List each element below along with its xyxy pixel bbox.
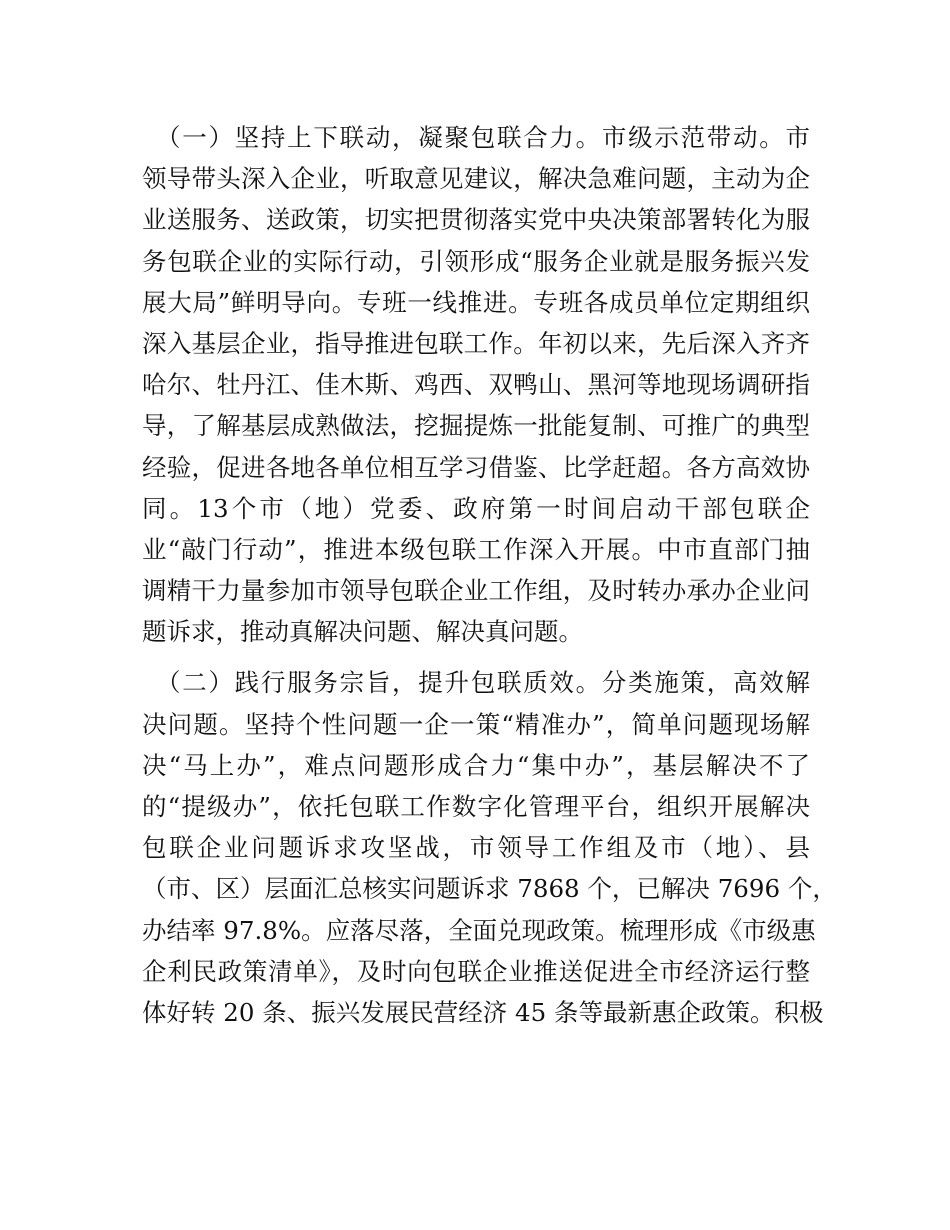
text-line: 的“提级办”，依托包联工作数字化管理平台，组织开展解决 [142, 792, 810, 821]
paragraph-2 [142, 662, 837, 1033]
text-line: 决“马上办”，难点问题形成合力“集中办”，基层解决不了 [142, 750, 810, 780]
text-line: 业送服务、送政策，切实把贯彻落实党中央决策部署转化为服 [142, 205, 810, 235]
text-line: 同。13个市（地）党委、政府第一时间启动干部包联企 [142, 493, 810, 523]
text-line: 领导带头深入企业，听取意见建议，解决急难问题，主动为企 [142, 164, 810, 194]
text-line: 企利民政策清单》，及时向包联企业推送促进全市经济运行整 [142, 956, 810, 986]
text-line: 经验，促进各地各单位相互学习借鉴、比学赶超。各方高效协 [142, 452, 810, 482]
text-line: 深入基层企业，指导推进包联工作。年初以来，先后深入齐齐 [142, 328, 810, 358]
text-line: 导，了解基层成熟做法，挖掘提炼一批能复制、可推广的典型 [142, 411, 810, 441]
paragraph-gap [142, 652, 810, 662]
text-line: （市、区）层面汇总核实问题诉求 7868 个，已解决 7696 个， [142, 874, 837, 904]
text-line: 业“敲门行动”，推进本级包联工作深入开展。中市直部门抽 [142, 534, 810, 564]
text-line: 包联企业问题诉求攻坚战，市领导工作组及市（地）、县 [142, 833, 810, 863]
text-line: 调精干力量参加市领导包联企业工作组，及时转办承办企业问 [142, 576, 810, 606]
text-line: （二）践行服务宗旨，提升包联质效。分类施策，高效解 [142, 668, 810, 698]
text-line: 决问题。坚持个性问题一企一策“精准办”，简单问题现场解 [142, 709, 810, 739]
text-line: 题诉求，推动真解决问题、解决真问题。 [142, 617, 583, 647]
text-line: 体好转 20 条、振兴发展民营经济 45 条等最新惠企政策。积极 [142, 997, 824, 1027]
text-line: 务包联企业的实际行动，引领形成“服务企业就是服务振兴发 [142, 246, 810, 276]
text-line: 哈尔、牡丹江、佳木斯、鸡西、双鸭山、黑河等地现场调研指 [142, 370, 810, 400]
paragraph-1 [142, 117, 810, 652]
document-body [142, 117, 837, 1033]
text-line: 办结率 97.8%。应落尽落，全面兑现政策。梳理形成《市级惠 [142, 915, 816, 945]
text-line: （一）坚持上下联动，凝聚包联合力。市级示范带动。市 [142, 123, 810, 152]
text-line: 展大局”鲜明导向。专班一线推进。专班各成员单位定期组织 [142, 287, 810, 317]
